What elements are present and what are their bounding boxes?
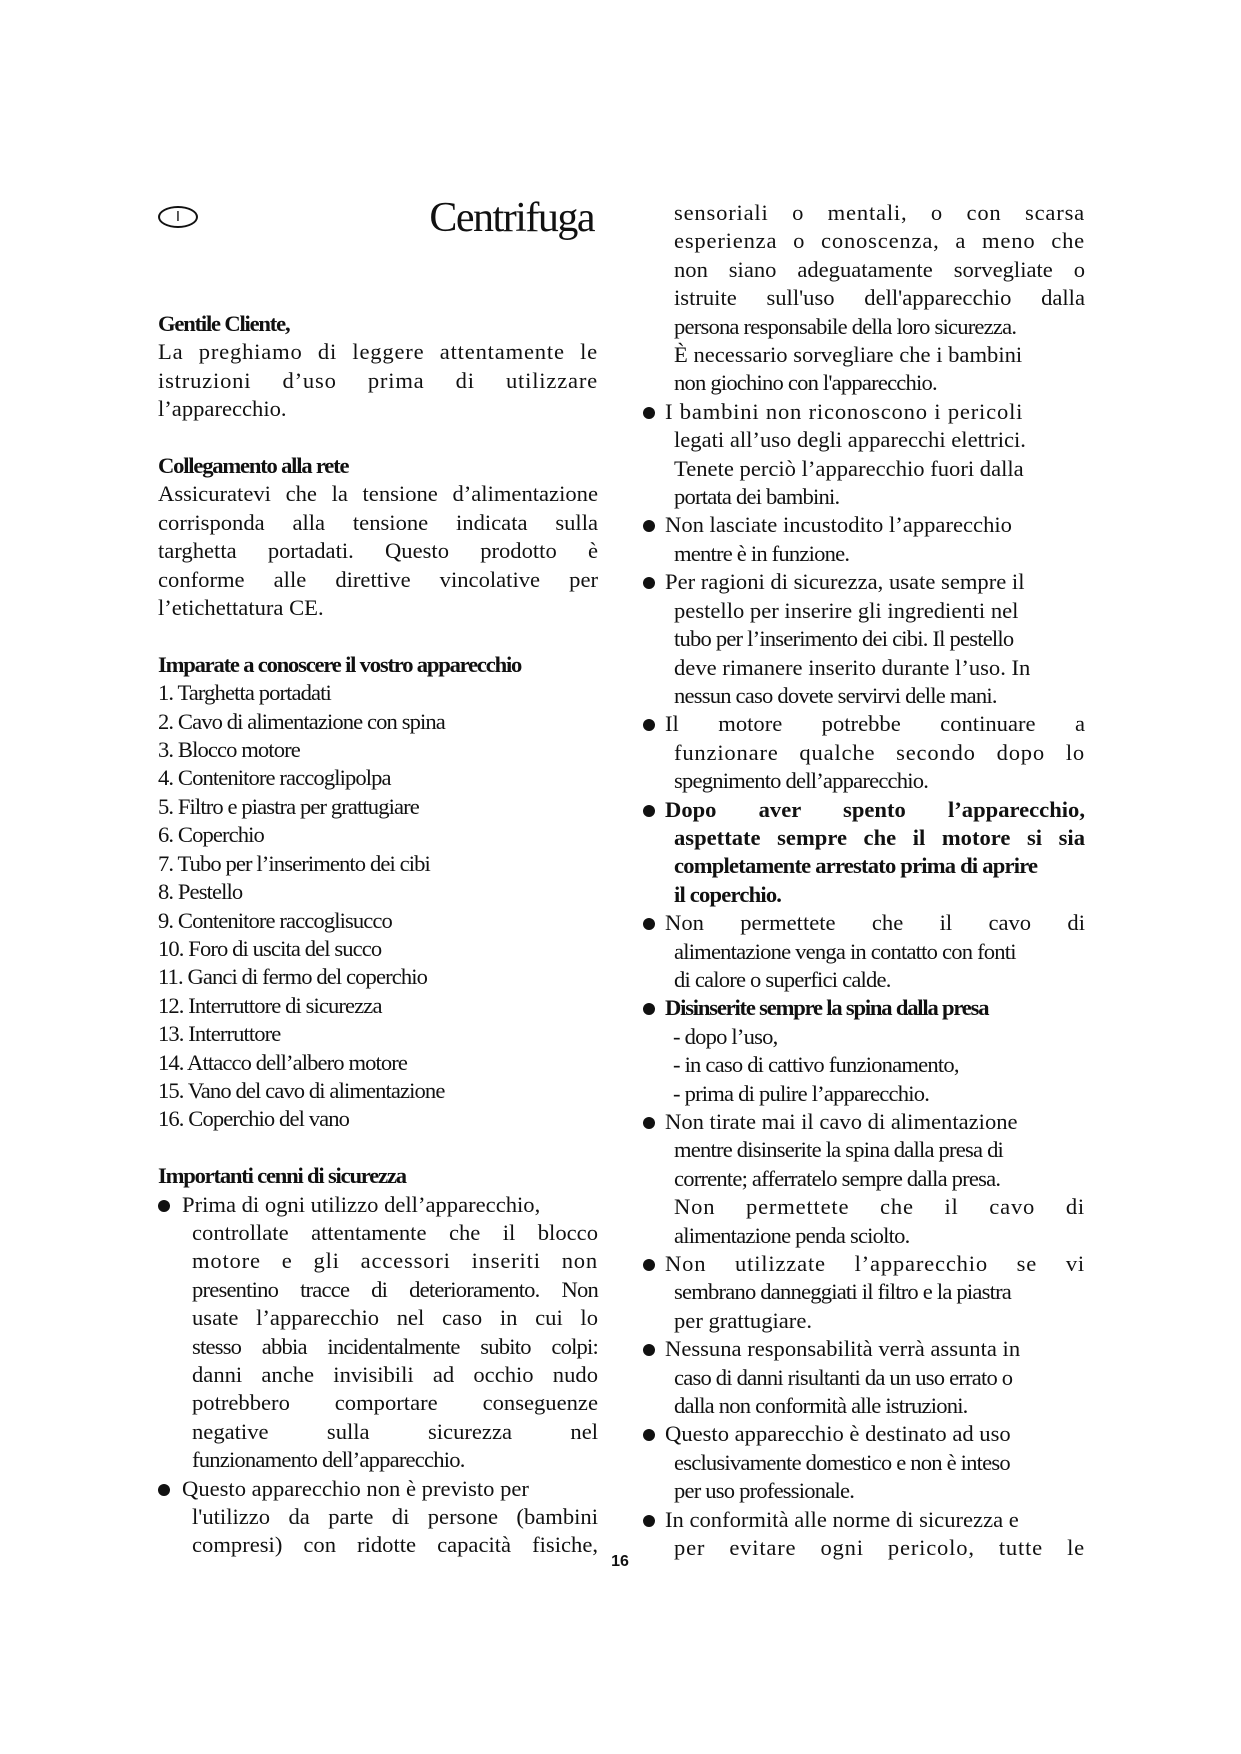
mains-heading: Collegamento alla rete <box>158 453 349 479</box>
safety-bullet <box>158 1475 598 1560</box>
parts-list-item: 6. Coperchio <box>158 822 264 848</box>
language-badge: I <box>158 206 198 228</box>
right-column <box>643 199 1085 1563</box>
bullet-line: Disinserite sempre la spina dalla presa <box>665 995 989 1021</box>
bullet-line: funzionare qualche secondo dopo lo <box>674 739 1085 765</box>
continued-line: non giochino con l'apparecchio. <box>674 370 937 396</box>
left-column <box>158 310 598 1560</box>
page-number: 16 <box>611 1553 629 1570</box>
parts-list-item: 13. Interruttore <box>158 1021 281 1047</box>
mains-line: conforme alle direttive vincolative per <box>158 566 598 592</box>
bullet-line: Questo apparecchio non è previsto per <box>182 1475 529 1501</box>
bullet-line: spegnimento dell’apparecchio. <box>674 768 929 794</box>
intro-heading: Gentile Cliente, <box>158 311 290 336</box>
intro-line: istruzioni d’uso prima di utilizzare <box>158 367 598 393</box>
bullet-line: legati all’uso degli apparecchi elettrici. <box>674 427 1026 453</box>
bullet-line: Questo apparecchio è destinato ad uso <box>665 1421 1011 1447</box>
bullet-line: Nessuna responsabilità verrà assunta in <box>665 1336 1021 1362</box>
parts-list-item: 9. Contenitore raccoglisucco <box>158 907 392 933</box>
safety-bullet <box>665 1420 1085 1505</box>
parts-list-item: 12. Interruttore di sicurezza <box>158 992 382 1018</box>
bullet-line: caso di danni risultanti da un uso errato o <box>674 1364 1013 1390</box>
bullet-line: per evitare ogni pericolo, tutte le <box>674 1535 1085 1561</box>
bullet-dot-icon <box>643 805 655 817</box>
continued-line: persona responsabile della loro sicurezza. <box>674 313 1017 339</box>
bullet-line: tubo per l’inserimento dei cibi. Il pestello <box>674 626 1014 652</box>
safety-bullet <box>665 1506 1085 1563</box>
parts-list-item: 8. Pestello <box>158 879 243 905</box>
bullet-line: per grattugiare. <box>674 1307 813 1333</box>
continued-line: non siano adeguatamente sorvegliate o <box>674 256 1085 282</box>
bullet-line: il coperchio. <box>674 881 782 907</box>
safety-bullet <box>665 1250 1085 1335</box>
bullet-line: potrebbero comportare conseguenze <box>192 1390 598 1416</box>
bullet-line: Prima di ogni utilizzo dell’apparecchio, <box>182 1191 541 1217</box>
page-title: Centrifuga <box>429 195 594 241</box>
safety-bullet <box>665 1335 1085 1420</box>
bullet-line: I bambini non riconoscono i pericoli <box>665 398 1024 424</box>
bullet-line: mentre è in funzione. <box>674 540 850 566</box>
bullet-line: per uso professionale. <box>674 1478 855 1504</box>
parts-list-item: 1. Targhetta portadati <box>158 680 331 706</box>
bullet-line: Il motore potrebbe continuare a <box>665 711 1085 737</box>
safety-bullet <box>665 568 1085 710</box>
bullet-line: Non lasciate incustodito l’apparecchio <box>665 512 1012 538</box>
parts-list-item: 3. Blocco motore <box>158 737 300 763</box>
parts-list-item: 10. Foro di uscita del succo <box>158 935 382 961</box>
bullet-dot-icon <box>158 1200 170 1212</box>
parts-list-item: 16. Coperchio del vano <box>158 1106 350 1132</box>
intro-line: La preghiamo di leggere attentamente le <box>158 339 598 365</box>
safety-bullet <box>665 796 1085 910</box>
bullet-line: dalla non conformità alle istruzioni. <box>674 1393 968 1419</box>
bullet-line: pestello per inserire gli ingredienti nel <box>674 597 1019 623</box>
parts-list-item: 15. Vano del cavo di alimentazione <box>158 1077 445 1103</box>
bullet-dot-icon <box>158 1484 170 1496</box>
bullet-line: Dopo aver spento l’apparecchio, <box>665 796 1085 822</box>
bullet-line: esclusivamente domestico e non è inteso <box>674 1449 1010 1475</box>
bullet-line: mentre disinserite la spina dalla presa di <box>674 1137 1004 1163</box>
bullet-line: stesso abbia incidentalmente subito colpi: <box>192 1333 598 1359</box>
bullet-line: sembrano danneggiati il filtro e la piastra <box>674 1279 1012 1305</box>
safety-bullet <box>665 710 1085 795</box>
bullet-line: nessun caso dovete servirvi delle mani. <box>674 682 997 708</box>
bullet-line: usate l’apparecchio nel caso in cui lo <box>192 1305 598 1331</box>
bullet-line: completamente arrestato prima di aprire <box>674 853 1038 879</box>
bullet-line: Non utilizzate l’apparecchio se vi <box>665 1251 1085 1277</box>
parts-list <box>158 679 598 1134</box>
bullet-dot-icon <box>643 1259 655 1271</box>
bullet-line: funzionamento dell’apparecchio. <box>192 1447 465 1473</box>
bullet-line: l'utilizzo da parte di persone (bambini <box>192 1504 598 1530</box>
safety-bullet <box>158 1191 598 1475</box>
parts-heading: Imparate a conoscere il vostro apparecchio <box>158 651 522 677</box>
mains-line: targhetta portadati. Questo prodotto è <box>158 538 598 564</box>
safety-bullet <box>665 994 1085 1108</box>
continued-line: istruite sull'uso dell'apparecchio dalla <box>674 285 1085 311</box>
mains-line: Assicuratevi che la tensione d’alimentazione <box>158 481 598 507</box>
continued-line: È necessario sorvegliare che i bambini <box>674 342 1023 368</box>
bullet-line: presentino tracce di deterioramento. Non <box>192 1276 598 1302</box>
bullet-line: Per ragioni di sicurezza, usate sempre il <box>665 569 1025 595</box>
bullet-line: portata dei bambini. <box>674 484 840 510</box>
bullet-dot-icon <box>643 407 655 419</box>
bullet-line: aspettate sempre che il motore si sia <box>674 824 1085 850</box>
bullet-line: motore e gli accessori inseriti non <box>192 1248 598 1274</box>
bullet-line: Non permettete che il cavo di <box>674 1194 1085 1220</box>
continued-line: esperienza o conoscenza, a meno che <box>674 228 1085 254</box>
safety-heading: Importanti cenni di sicurezza <box>158 1163 406 1189</box>
safety-bullet <box>665 511 1085 568</box>
bullet-line: alimentazione penda sciolto. <box>674 1222 910 1248</box>
bullet-line: controllate attentamente che il blocco <box>192 1219 598 1245</box>
bullet-subitem: - dopo l’uso, <box>673 1023 778 1049</box>
safety-bullet <box>665 909 1085 994</box>
bullet-line: negative sulla sicurezza nel <box>192 1418 598 1444</box>
bullet-line: In conformità alle norme di sicurezza e <box>665 1506 1019 1532</box>
bullet-subitem: - in caso di cattivo funzionamento, <box>673 1052 959 1078</box>
bullet-line: deve rimanere inserito durante l’uso. In <box>674 654 1031 680</box>
parts-list-item: 14. Attacco dell’albero motore <box>158 1049 408 1075</box>
bullet-dot-icon <box>643 1117 655 1129</box>
parts-list-item: 7. Tubo per l’inserimento dei cibi <box>158 850 430 876</box>
bullet-subitem: - prima di pulire l’apparecchio. <box>673 1080 930 1106</box>
mains-line: l’etichettatura CE. <box>158 595 324 621</box>
parts-list-item: 5. Filtro e piastra per grattugiare <box>158 793 419 819</box>
bullet-line: corrente; afferratelo sempre dalla presa. <box>674 1165 1001 1191</box>
bullet-line: Non tirate mai il cavo di alimentazione <box>665 1109 1018 1134</box>
intro-line: l’apparecchio. <box>158 396 287 422</box>
parts-list-item: 2. Cavo di alimentazione con spina <box>158 708 445 734</box>
bullet-line: Tenete perciò l’apparecchio fuori dalla <box>674 455 1024 481</box>
parts-list-item: 11. Ganci di fermo del coperchio <box>158 964 427 990</box>
parts-list-item: 4. Contenitore raccoglipolpa <box>158 765 391 791</box>
bullet-line: compresi) con ridotte capacità fisiche, <box>192 1532 598 1558</box>
bullet-line: Non permettete che il cavo di <box>665 910 1085 936</box>
bullet-line: alimentazione venga in contatto con fonti <box>674 938 1016 964</box>
bullet-line: di calore o superfici calde. <box>674 966 891 992</box>
safety-bullet <box>665 398 1085 512</box>
bullet-line: danni anche invisibili ad occhio nudo <box>192 1361 598 1387</box>
safety-bullet <box>665 1108 1085 1250</box>
continued-line: sensoriali o mentali, o con scarsa <box>674 200 1085 225</box>
bullet-dot-icon <box>643 1515 655 1527</box>
mains-line: corrisponda alla tensione indicata sulla <box>158 509 598 535</box>
